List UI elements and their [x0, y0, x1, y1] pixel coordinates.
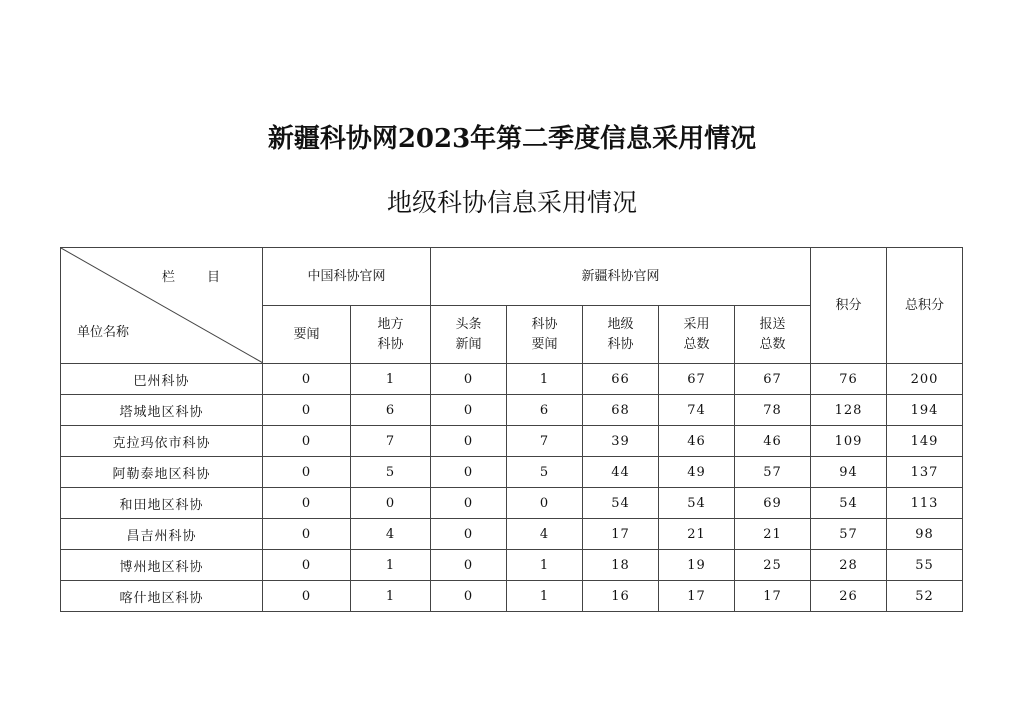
value-cell: 0: [431, 457, 507, 488]
table-row: [61, 426, 963, 457]
corner-top-label: 栏 目: [161, 270, 234, 285]
value-cell: 18: [583, 550, 659, 581]
value-cell: 0: [263, 550, 351, 581]
value-cell: 1: [351, 550, 431, 581]
info-adoption-table: [60, 247, 963, 612]
value-cell: 137: [887, 457, 963, 488]
unit-name-cell: 和田地区科协: [61, 488, 263, 519]
value-cell: 44: [583, 457, 659, 488]
value-cell: 25: [735, 550, 811, 581]
sub-header-line: 总数: [683, 336, 710, 352]
value-cell: 0: [431, 550, 507, 581]
value-cell: 78: [735, 395, 811, 426]
header-score: 积分: [811, 248, 887, 364]
table-row: [61, 488, 963, 519]
value-cell: 1: [507, 550, 583, 581]
value-cell: 21: [735, 519, 811, 550]
sub-header-line: 要闻: [293, 326, 320, 342]
value-cell: 55: [887, 550, 963, 581]
sub-header: [507, 306, 583, 364]
value-cell: 17: [659, 581, 735, 612]
sub-header-line: 要闻: [531, 336, 558, 352]
value-cell: 17: [583, 519, 659, 550]
table-row: [61, 550, 963, 581]
unit-name-cell: 昌吉州科协: [61, 519, 263, 550]
value-cell: 194: [887, 395, 963, 426]
sub-header-line: 地方: [377, 316, 404, 332]
value-cell: 16: [583, 581, 659, 612]
sub-header-line: 科协: [531, 316, 558, 332]
value-cell: 200: [887, 364, 963, 395]
value-cell: 7: [507, 426, 583, 457]
value-cell: 128: [811, 395, 887, 426]
unit-name-cell: 阿勒泰地区科协: [61, 457, 263, 488]
corner-bottom-label: 单位名称: [77, 325, 130, 340]
value-cell: 19: [659, 550, 735, 581]
sub-header: [263, 306, 351, 364]
value-cell: 57: [811, 519, 887, 550]
value-cell: 0: [263, 581, 351, 612]
value-cell: 0: [263, 395, 351, 426]
sub-header: [735, 306, 811, 364]
diagonal-line: [61, 248, 263, 363]
unit-name-cell: 克拉玛依市科协: [61, 426, 263, 457]
corner-header: [61, 248, 263, 364]
value-cell: 1: [507, 581, 583, 612]
value-cell: 76: [811, 364, 887, 395]
value-cell: 54: [811, 488, 887, 519]
value-cell: 0: [431, 488, 507, 519]
value-cell: 6: [507, 395, 583, 426]
sub-header-line: 采用: [683, 316, 710, 332]
value-cell: 109: [811, 426, 887, 457]
table-row: [61, 519, 963, 550]
value-cell: 0: [263, 364, 351, 395]
value-cell: 94: [811, 457, 887, 488]
sub-header: [583, 306, 659, 364]
unit-name-cell: 博州地区科协: [61, 550, 263, 581]
value-cell: 49: [659, 457, 735, 488]
value-cell: 52: [887, 581, 963, 612]
value-cell: 0: [507, 488, 583, 519]
group-header-xj: 新疆科协官网: [431, 248, 811, 306]
table-row: [61, 581, 963, 612]
value-cell: 0: [431, 395, 507, 426]
value-cell: 17: [735, 581, 811, 612]
sub-header-line: 头条: [455, 316, 482, 332]
table-row: [61, 395, 963, 426]
value-cell: 66: [583, 364, 659, 395]
unit-name-cell: 巴州科协: [61, 364, 263, 395]
sub-header: [351, 306, 431, 364]
value-cell: 0: [263, 426, 351, 457]
sub-header-line: 新闻: [455, 336, 482, 352]
header-total-score: 总积分: [887, 248, 963, 364]
value-cell: 1: [351, 364, 431, 395]
value-cell: 98: [887, 519, 963, 550]
value-cell: 0: [351, 488, 431, 519]
value-cell: 74: [659, 395, 735, 426]
value-cell: 39: [583, 426, 659, 457]
unit-name-cell: 喀什地区科协: [61, 581, 263, 612]
value-cell: 0: [263, 488, 351, 519]
sub-header-line: 科协: [377, 336, 404, 352]
sub-header: [431, 306, 507, 364]
document-title: 新疆科协网2023年第二季度信息采用情况: [267, 124, 757, 154]
value-cell: 0: [263, 457, 351, 488]
value-cell: 67: [735, 364, 811, 395]
value-cell: 0: [431, 581, 507, 612]
value-cell: 54: [583, 488, 659, 519]
table-row: [61, 364, 963, 395]
sub-header-line: 地级: [607, 316, 634, 332]
value-cell: 69: [735, 488, 811, 519]
value-cell: 26: [811, 581, 887, 612]
value-cell: 57: [735, 457, 811, 488]
value-cell: 0: [431, 519, 507, 550]
value-cell: 0: [263, 519, 351, 550]
value-cell: 21: [659, 519, 735, 550]
value-cell: 0: [431, 426, 507, 457]
value-cell: 7: [351, 426, 431, 457]
value-cell: 67: [659, 364, 735, 395]
group-header-cast: 中国科协官网: [263, 248, 431, 306]
sub-header-line: 报送: [759, 316, 786, 332]
sub-header-line: 科协: [607, 336, 634, 352]
sub-header-line: 总数: [759, 336, 786, 352]
value-cell: 46: [659, 426, 735, 457]
table-row: [61, 457, 963, 488]
value-cell: 5: [507, 457, 583, 488]
unit-name-cell: 塔城地区科协: [61, 395, 263, 426]
document-subtitle: 地级科协信息采用情况: [386, 188, 637, 217]
value-cell: 28: [811, 550, 887, 581]
value-cell: 0: [431, 364, 507, 395]
value-cell: 4: [351, 519, 431, 550]
value-cell: 1: [351, 581, 431, 612]
value-cell: 6: [351, 395, 431, 426]
value-cell: 1: [507, 364, 583, 395]
value-cell: 46: [735, 426, 811, 457]
value-cell: 113: [887, 488, 963, 519]
value-cell: 54: [659, 488, 735, 519]
sub-header: [659, 306, 735, 364]
value-cell: 4: [507, 519, 583, 550]
value-cell: 68: [583, 395, 659, 426]
value-cell: 5: [351, 457, 431, 488]
value-cell: 149: [887, 426, 963, 457]
